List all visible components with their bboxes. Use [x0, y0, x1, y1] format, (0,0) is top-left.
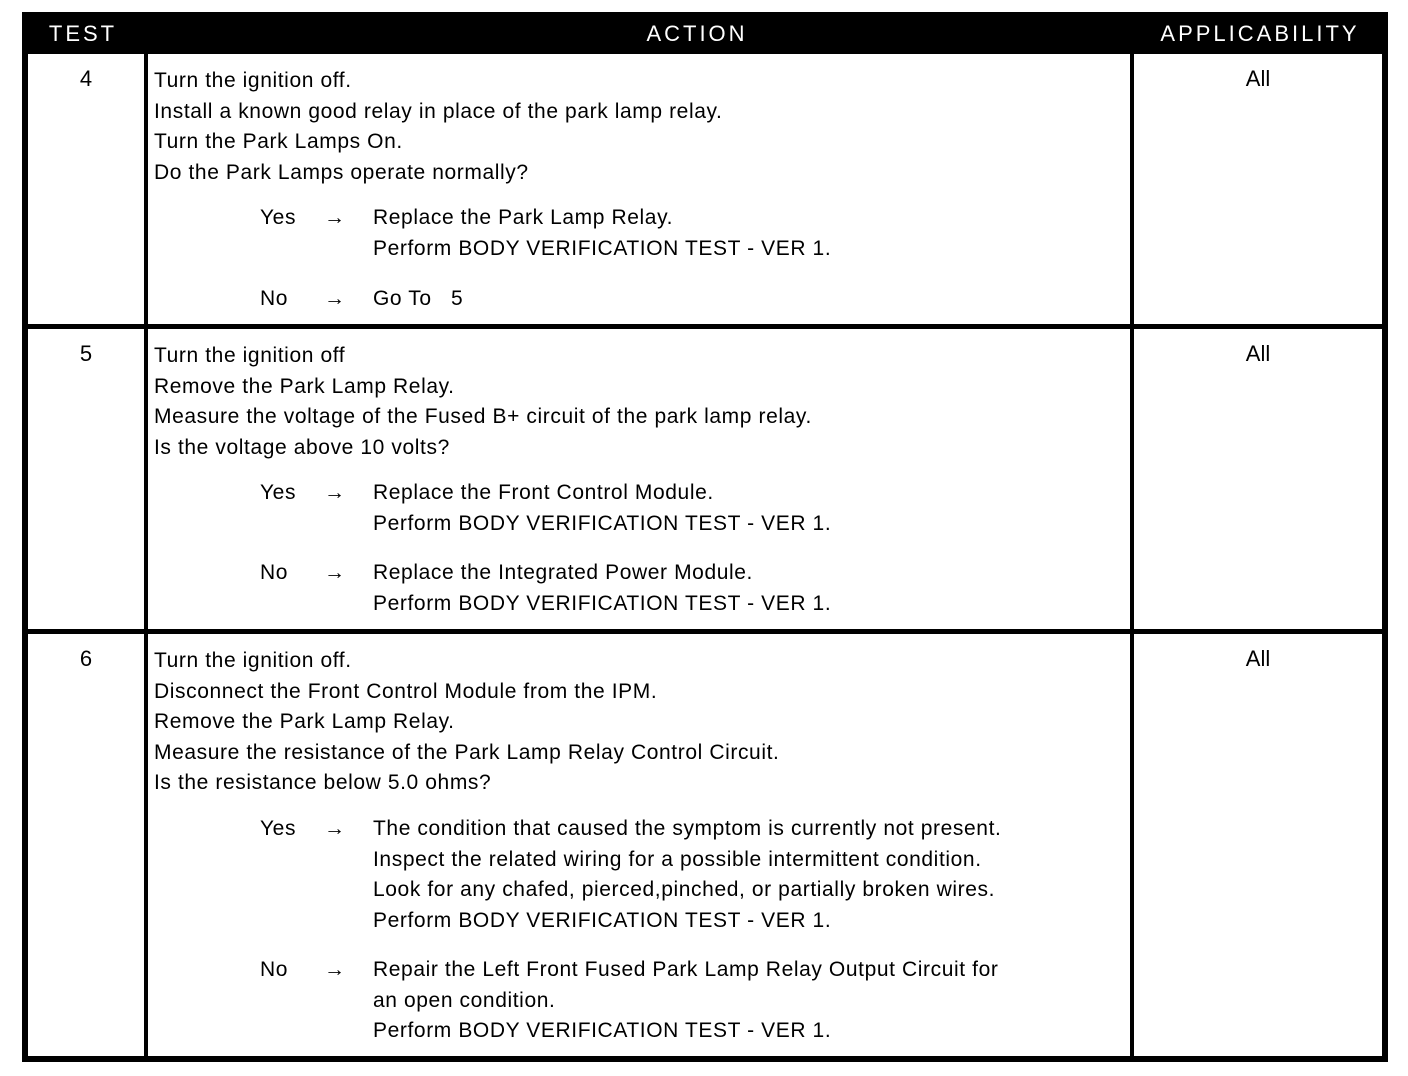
result-line: an open condition.: [373, 988, 556, 1012]
applicability-cell: [1134, 634, 1382, 1056]
yes-result: [373, 814, 1001, 936]
step-line: Measure the voltage of the Fused B+ circuit of the park lamp relay.: [154, 405, 812, 428]
step-line: Turn the ignition off: [154, 344, 346, 367]
test-cell: [28, 634, 144, 1056]
result-line: Perform BODY VERIFICATION TEST - VER 1.: [373, 591, 832, 615]
result-line: Perform BODY VERIFICATION TEST - VER 1.: [373, 1019, 832, 1042]
header-applicability: APPLICABILITY: [1160, 21, 1360, 46]
action-cell: [148, 329, 1130, 629]
header-test: TEST: [48, 21, 118, 46]
step-line: Do the Park Lamps operate normally?: [154, 160, 529, 184]
arrow-right-icon: →: [324, 561, 346, 584]
arrow-right-icon: →: [324, 817, 346, 840]
test-number: 4: [79, 66, 93, 91]
test-number: 6: [79, 646, 93, 671]
yes-label: Yes: [260, 817, 297, 840]
yes-label: Yes: [260, 206, 297, 229]
result-line: Perform BODY VERIFICATION TEST - VER 1.: [373, 236, 832, 260]
applicability-cell: [1134, 54, 1382, 324]
step-line: Measure the resistance of the Park Lamp Relay Control Circuit.: [154, 740, 780, 764]
action-steps: [154, 341, 812, 463]
action-steps: [154, 66, 722, 188]
test-number: 5: [79, 341, 93, 366]
step-line: Turn the ignition off.: [154, 649, 352, 672]
applicability-value: All: [1245, 646, 1271, 671]
step-line: Is the voltage above 10 volts?: [154, 435, 450, 459]
step-line: Disconnect the Front Control Module from the IPM.: [154, 679, 658, 703]
arrow-right-icon: →: [324, 958, 346, 981]
result-line: Perform BODY VERIFICATION TEST - VER 1.: [373, 511, 832, 535]
yes-label: Yes: [260, 481, 297, 504]
yes-result: [373, 203, 831, 264]
step-line: Is the resistance below 5.0 ohms?: [154, 771, 492, 794]
no-label: No: [260, 958, 289, 981]
step-line: Install a known good relay in place of the park lamp relay.: [154, 99, 723, 123]
header-action: ACTION: [646, 21, 748, 46]
result-line: Perform BODY VERIFICATION TEST - VER 1.: [373, 908, 832, 932]
action-cell: [148, 634, 1130, 1056]
arrow-right-icon: →: [324, 206, 346, 229]
step-line: Remove the Park Lamp Relay.: [154, 374, 455, 398]
result-line: Go To 5: [373, 287, 464, 310]
step-line: Turn the ignition off.: [154, 69, 352, 92]
result-line: The condition that caused the symptom is currently not present.: [373, 817, 1002, 840]
no-label: No: [260, 287, 289, 310]
applicability-value: All: [1245, 341, 1271, 366]
no-result: [373, 284, 463, 315]
applicability-cell: [1134, 329, 1382, 629]
arrow-right-icon: →: [324, 481, 346, 504]
result-line: Replace the Front Control Module.: [373, 481, 714, 504]
no-label: No: [260, 561, 289, 584]
test-cell: [28, 329, 144, 629]
applicability-value: All: [1245, 66, 1271, 91]
yes-result: [373, 478, 831, 539]
test-cell: [28, 54, 144, 324]
no-result: [373, 955, 998, 1047]
diagnostic-table: [22, 12, 1388, 1062]
result-line: Repair the Left Front Fused Park Lamp Relay Output Circuit for: [373, 958, 999, 981]
result-line: Inspect the related wiring for a possible intermittent condition.: [373, 847, 982, 871]
step-line: Turn the Park Lamps On.: [154, 130, 403, 153]
result-line: Replace the Park Lamp Relay.: [373, 206, 674, 229]
arrow-right-icon: →: [324, 287, 346, 310]
result-line: Replace the Integrated Power Module.: [373, 561, 753, 584]
table-header: [22, 12, 1388, 54]
result-line: Look for any chafed, pierced,pinched, or partially broken wires.: [373, 878, 996, 901]
step-line: Remove the Park Lamp Relay.: [154, 710, 455, 733]
action-cell: [148, 54, 1130, 324]
action-steps: [154, 646, 779, 799]
no-result: [373, 558, 831, 619]
